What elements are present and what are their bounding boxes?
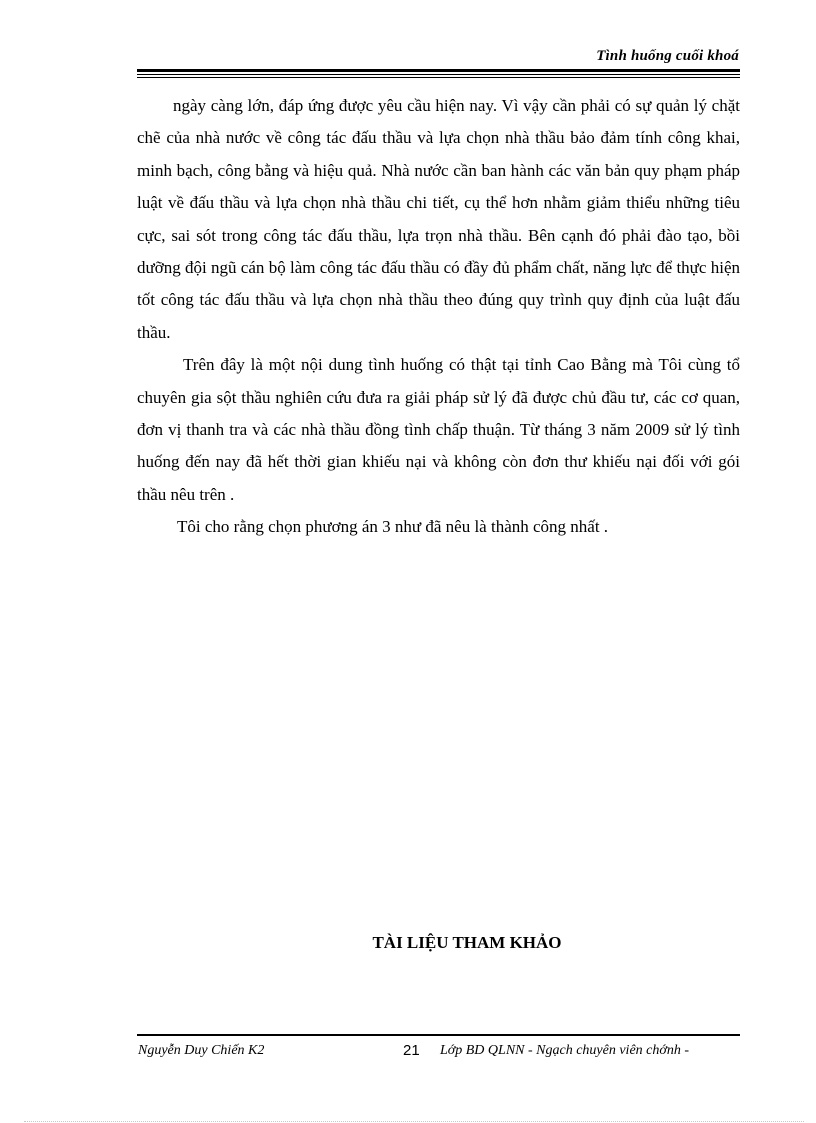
page-number: 21 bbox=[403, 1042, 420, 1059]
footer-author: Nguyễn Duy Chiến K2 bbox=[138, 1043, 265, 1058]
body-paragraph-2: Trên đây là một nội dung tình huống có thật tại tỉnh Cao Bằng mà Tôi cùng tổ chuyên gia sột thầu nghiên cứu đưa ra giải pháp sử lý đã được chủ đầu tư, các cơ quan, đơn vị thanh tra và các nhà thầu đồng tình chấp thuận. Từ tháng 3 năm 2009 sử lý tình huống đến nay đã hết thời gian khiếu nại và không còn đơn thư khiếu nại đối với gói thầu nêu trên . bbox=[137, 355, 740, 504]
header-rule-thick bbox=[137, 69, 740, 72]
footer-rule bbox=[137, 1034, 740, 1036]
page-edge-divider bbox=[24, 1121, 804, 1122]
body-paragraph-3: Tôi cho rằng chọn phương án 3 như đã nêu là thành công nhất . bbox=[177, 517, 609, 537]
header-rule-thin bbox=[137, 74, 740, 75]
body-paragraph-1: ngày càng lớn, đáp ứng được yêu cầu hiện nay. Vì vậy cần phải có sự quản lý chặt chẽ của nhà nước về công tác đấu thầu và lựa chọn nhà thầu bảo đảm tính công khai, minh bạch, công bằng và hiệu quả. Nhà nước cần ban hành các văn bản quy phạm pháp luật về đấu thầu và lựa chọn nhà thầu chi tiết, cụ thể hơn nhằm giảm thiểu những tiêu cực, sai sót trong công tác đấu thầu, lựa trọn nhà thầu. Bên cạnh đó phải đào tạo, bồi dưỡng đội ngũ cán bộ làm công tác đấu thầu có đầy đủ phẩm chất, năng lực để thực hiện tốt công tác đấu thầu và lựa chọn nhà thầu theo đúng quy trình quy định của luật đấu thầu. bbox=[137, 96, 740, 342]
references-heading: TÀI LIỆU THAM KHẢO bbox=[372, 933, 562, 952]
body-text bbox=[137, 90, 740, 544]
header-rule-thin-2 bbox=[137, 77, 740, 78]
running-header-title: Tình huống cuối khoá bbox=[596, 48, 739, 64]
footer-class-info: Lớp BD QLNN - Ngạch chuyên viên chớnh - bbox=[440, 1043, 690, 1058]
